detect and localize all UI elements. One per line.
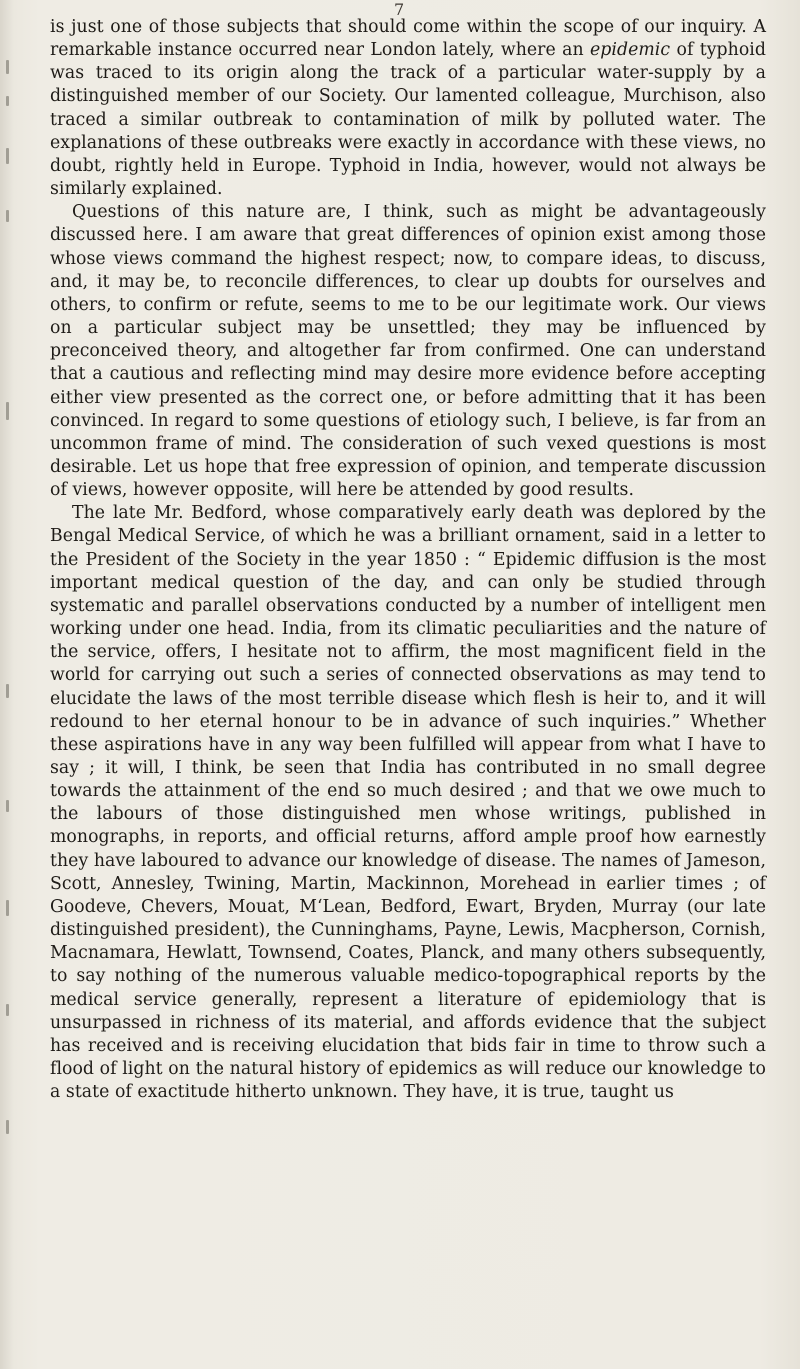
paragraph: is just one of those subjects that should come within the scope of our inquiry. A remarkable instance occurred near London lately, where an epidemic of typhoid was traced to its origin along the track of a particular water-supply by a distinguished member of our Society. Our lamented colleague, Murchison, also traced a similar outbreak to contamination of milk by polluted water. The explanations of these outbreaks were exactly in accordance with these views, no doubt, rightly held in Europe. Typhoid in India, however, would not always be similarly explained. xyxy=(50,17,766,200)
binding-gutter xyxy=(0,0,14,1369)
paragraph: The late Mr. Bedford, whose comparatively early death was deplored by the Bengal Medical Service, of which he was a brilliant ornament, said in a letter to the President of the Society in the year 1850 : “ Epidemic diffusion is the most important medical question of the day, and can only be studied through systematic and parallel observations conducted by a number of intelligent men working under one head. India, from its climatic peculiarities and the nature of the service, offers, I hesitate not to affirm, the most magnificent field in the world for carrying out such a series of connected observations as may tend to elucidate the laws of the most terrible disease which flesh is heir to, and it will redound to her eternal honour to be in advance of such inquiries.” Whether these aspirations have in any way been fulfilled will appear from what I have to say ; it will, I think, be seen that India has contributed in no small degree towards the attainment of the end so much desired ; and that we owe much to the labours of those distinguished men whose writings, published in monographs, in reports, and official returns, afford ample proof how earnestly they have laboured to advance our knowledge of disease. The names of Jameson, Scott, Annesley, Twining, Martin, Mackinnon, Morehead in earlier times ; of Goodeve, Chevers, Mouat, M‘Lean, Bedford, Ewart, Bryden, Murray (our late distinguished president), the Cunninghams, Payne, Lewis, Macpherson, Cornish, Macnamara, Hewlatt, Townsend, Coates, Planck, and many others subsequently, to say nothing of the numerous valuable medico-topographical reports by the medical service generally, represent a literature of epidemiology that is unsurpassed in richness of its material, and affords evidence that the subject has received and is receiving elucidation that bids fair in time to throw such a flood of light on the natural history of epidemics as will reduce our knowledge to a state of exactitude hitherto unknown. They have, it is true, taught us xyxy=(50,503,766,1103)
page-number: 7 xyxy=(394,0,405,19)
italic-word: epidemic xyxy=(590,40,671,61)
body-text xyxy=(50,16,766,1104)
paragraph: Questions of this nature are, I think, such as might be advantageously discussed here. I am aware that great differences of opinion exist among those whose views command the highest respect; now, to compare ideas, to discuss, and, it may be, to reconcile differences, to clear up doubts for ourselves and others, to confirm or refute, seems to me to be our legitimate work. Our views on a particular subject may be unsettled; they may be influenced by preconceived theory, and altogether far from confirmed. One can understand that a cautious and reflecting mind may desire more evidence before accepting either view presented as the correct one, or before admitting that it has been convinced. In regard to some questions of etiology such, I believe, is far from an uncommon frame of mind. The consideration of such vexed questions is most desirable. Let us hope that free expression of opinion, and temperate discussion of views, however opposite, will here be attended by good results. xyxy=(50,202,766,501)
